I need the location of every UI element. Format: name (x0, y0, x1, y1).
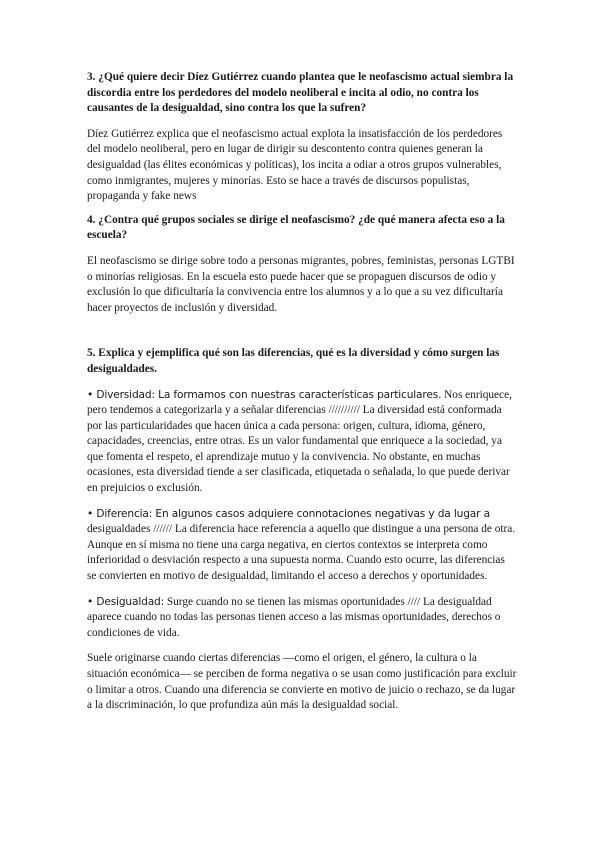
bullet-diversidad-body: Nos enriquece, pero tendemos a categorizarla y a señalar diferencias ////////// La diversidad está conformada por las particularidades que hacen única a cada persona: origen, cultura, idioma, género, capacidades, creencias, entre otras. Es un valor fundamental que enriquece a la sociedad, ya que fomenta el respeto, el aprendizaje mutuo y la convivencia. No obstante, en muchas ocasiones, esta diversidad tiende a ser clasificada, etiquetada o señalada, lo que puede derivar en prejuicios o exclusión. (87, 388, 512, 495)
bullet-desigualdad (87, 595, 517, 642)
question-3: 3. ¿Qué quiere decir Díez Gutiérrez cuando plantea que le neofascismo actual siembra la discordia entre los perdedores del modelo neoliberal e incita al odio, no contra los causantes de la desigualdad, sino contra los que la sufren? (87, 71, 514, 115)
bullet-diversidad (87, 388, 517, 497)
bullet-desigualdad-lead: • Desigualdad: (87, 595, 165, 608)
question-5: 5. Explica y ejemplifica qué son las diferencias, qué es la diversidad y cómo surgen las desigualdades. (87, 347, 500, 375)
bullet-diversidad-lead: • Diversidad: La formamos con nuestras características particulares. (87, 388, 442, 401)
answer-3: Díez Gutiérrez explica que el neofascismo actual explota la insatisfacción de los perdedores del modelo neoliberal, pero en lugar de dirigir su descontento contra quienes generan la desigualdad (las élites económicas y políticas), los incita a odiar a otros grupos vulnerables, como inmigrantes, mujeres y minorías. Esto se hace a través de discursos populistas, propaganda y fake news (87, 127, 503, 203)
bullet-desigualdad-body: Surge cuando no se tienen las mismas oportunidades //// La desigualdad aparece cuando no todas las personas tienen acceso a las mismas oportunidades, derechos o condiciones de vida. (87, 595, 501, 639)
bullet-diferencia-lead: • Diferencia: En algunos casos adquiere connotaciones negativas y da lugar a (87, 507, 490, 520)
conclusion-paragraph: Suele originarse cuando ciertas diferencias —como el origen, el género, la cultura o la situación económica— se perciben de forma negativa o se usan como justificación para excluir o limitar a otros. Cuando una diferencia se convierte en motivo de juicio o rechazo, se da lugar a la discriminación, lo que profundiza aún más la desigualdad social. (87, 652, 517, 712)
bullet-diferencia-body: desigualdades ////// La diferencia hace referencia a aquello que distingue a una persona de otra. Aunque en sí misma no tiene una carga negativa, en ciertos contextos se interpreta como inferioridad o desviación respecto a una supuesta norma. Cuando esto ocurre, las diferencias se convierten en motivo de desigualdad, limitando el acceso a derechos y oportunidades. (87, 523, 516, 583)
answer-4: El neofascismo se dirige sobre todo a personas migrantes, pobres, feministas, personas LGTBI o minorías religiosas. En la escuela esto puede hacer que se propaguen discursos de odio y exclusión lo que dificultaría la convivencia entre los alumnos y a lo que a su vez dificultaría hacer proyectos de inclusión y diversidad. (87, 254, 515, 314)
question-4: 4. ¿Contra qué grupos sociales se dirige el neofascismo? ¿de qué manera afecta eso a la escuela? (87, 213, 505, 242)
bullet-diferencia (87, 507, 517, 585)
document-body (87, 70, 517, 714)
